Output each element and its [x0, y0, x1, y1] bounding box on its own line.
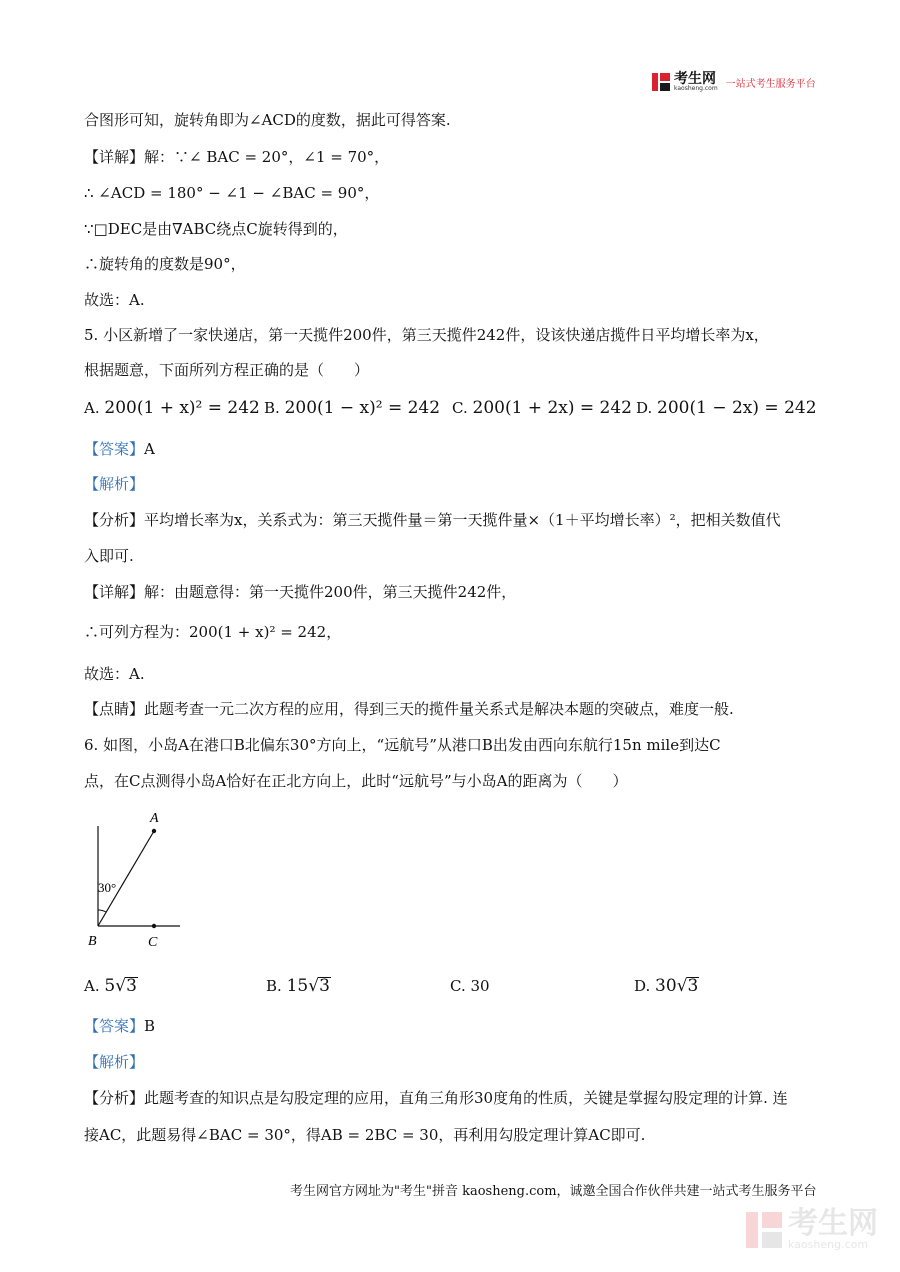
- text-line: 故选：A.: [84, 291, 145, 309]
- watermark: [746, 1206, 878, 1251]
- option-b: B. 15√3: [266, 976, 330, 996]
- logo-slogan: 一站式考生服务平台: [725, 78, 816, 90]
- analysis-tag: 【解析】: [84, 475, 145, 493]
- angle-arc: [98, 910, 106, 912]
- footer-text: 考生网官方网址为"考生"拼音 kaosheng.com，诚邀全国合作伙伴共建一站式考生服务平台: [290, 1184, 817, 1199]
- option-d: D. 200(1 − 2x) = 242: [636, 398, 817, 418]
- label-b: B: [88, 934, 97, 949]
- analysis-line: 【分析】平均增长率为x，关系式为：第三天揽件量＝第一天揽件量×（1＋平均增长率）²，把相关数值代: [84, 511, 781, 529]
- option-c: C. 200(1 + 2x) = 242: [452, 398, 632, 418]
- option-a: A. 200(1 + x)² = 242: [84, 398, 260, 418]
- answer-line: 【答案】B: [84, 1017, 156, 1035]
- option-b: B. 200(1 − x)² = 242: [264, 398, 441, 418]
- answer-tag: 【答案】: [84, 1017, 145, 1035]
- question-5-stem: 根据题意，下面所列方程正确的是（ ）: [84, 361, 370, 379]
- point-a: [152, 829, 156, 833]
- angle-label: 30°: [98, 880, 117, 895]
- text-line: ∵□DEC是由∇ABC绕点C旋转得到的，: [84, 220, 348, 238]
- equation-line: ∴可列方程为：200(1 + x)² = 242，: [84, 623, 342, 641]
- question-6-stem: 6. 如图，小岛A在港口B北偏东30°方向上，“远航号”从港口B出发由西向东航行15n mile到达C: [84, 736, 721, 754]
- analysis-line: 接AC，此题易得∠BAC = 30°，得AB = 2BC = 30，再利用勾股定理计算AC即可.: [84, 1126, 646, 1144]
- kaosheng-logo-icon: [652, 73, 670, 91]
- logo-name: 考生网: [674, 71, 716, 87]
- option-a: A. 5√3: [84, 976, 137, 996]
- text-line: ∴ ∠ACD = 180° − ∠1 − ∠BAC = 90°，: [84, 184, 380, 202]
- watermark-logo-icon: [746, 1212, 782, 1248]
- analysis-line: 【分析】此题考查的知识点是勾股定理的应用，直角三角形30度角的性质，关键是掌握勾股定理的计算. 连: [84, 1089, 788, 1107]
- point-c: [152, 924, 156, 928]
- question-6-stem: 点，在C点测得小岛A恰好在正北方向上，此时“远航号”与小岛A的距离为（ ）: [84, 772, 628, 790]
- section-tag: 【详解】: [84, 148, 145, 166]
- answer-tag: 【答案】: [84, 440, 145, 458]
- logo-domain: kaosheng.com: [674, 85, 718, 92]
- text-line: 故选：A.: [84, 665, 145, 683]
- option-d: D. 30√3: [634, 976, 699, 996]
- detail-line: 【详解】解：由题意得：第一天揽件200件，第三天揽件242件，: [84, 583, 517, 601]
- line-ba: [98, 831, 154, 926]
- option-c: C. 30: [450, 977, 490, 995]
- watermark-name: 考生网: [788, 1206, 878, 1241]
- text-line: 合图形可知，旋转角即为∠ACD的度数，据此可得答案.: [84, 111, 451, 129]
- comment-line: 【点睛】此题考查一元二次方程的应用，得到三天的揽件量关系式是解决本题的突破点，难度一般.: [84, 700, 734, 718]
- analysis-line: 入即可.: [84, 547, 134, 565]
- watermark-domain: kaosheng.com: [788, 1238, 869, 1251]
- brand-logo: [652, 72, 816, 92]
- label-a: A: [150, 811, 159, 826]
- label-c: C: [148, 935, 158, 950]
- geometry-figure: [84, 806, 204, 956]
- analysis-tag: 【解析】: [84, 1053, 145, 1071]
- answer-line: 【答案】A: [84, 440, 155, 458]
- text-line: ∴旋转角的度数是90°，: [84, 255, 246, 273]
- detail-line: 【详解】解：∵∠ BAC = 20°，∠1 = 70°，: [84, 148, 390, 166]
- question-5-stem: 5. 小区新增了一家快递店，第一天揽件200件，第三天揽件242件，设该快递店揽件日平均增长率为x，: [84, 326, 769, 344]
